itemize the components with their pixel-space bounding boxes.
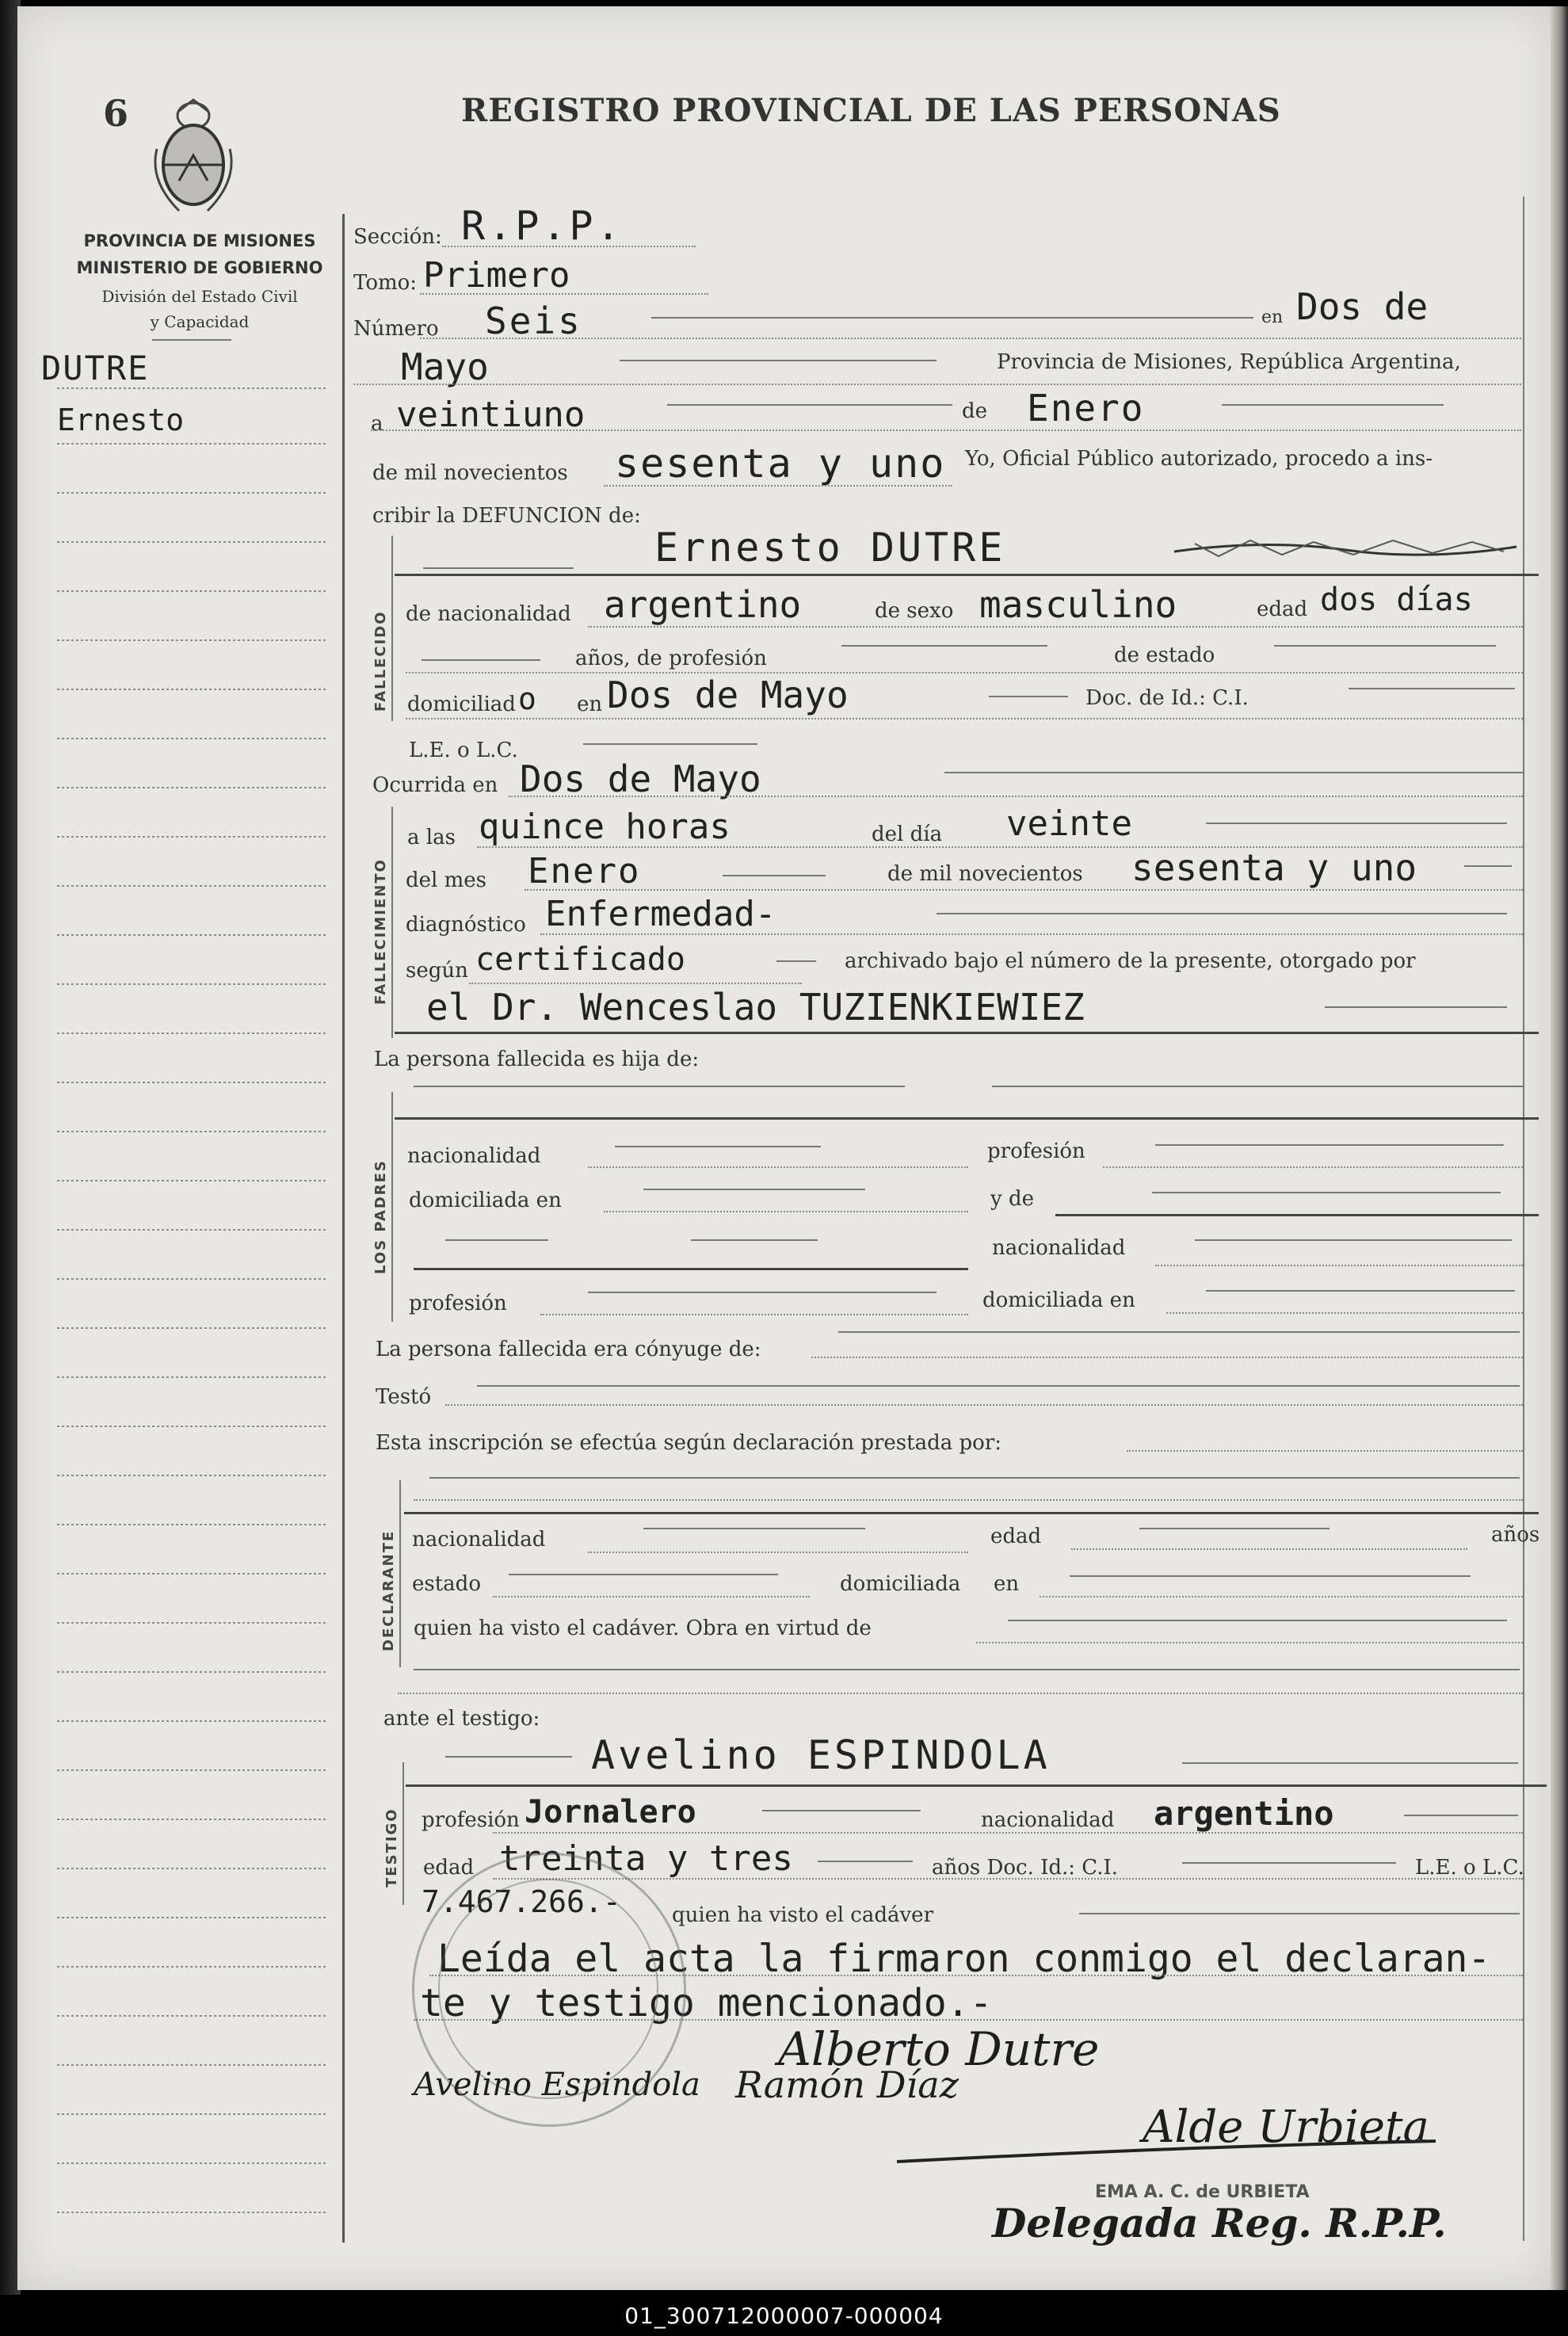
label-a-las: a las <box>407 826 456 849</box>
signature-extra: Ramón Díaz <box>735 2063 959 2106</box>
fill-line <box>525 889 1523 891</box>
fill-line <box>1206 823 1507 824</box>
value-lugar-2: Mayo <box>401 345 489 388</box>
value-testigo-edad: treinta y tres <box>499 1838 793 1879</box>
label-estado: de estado <box>1114 643 1215 667</box>
fill-line <box>395 574 1539 576</box>
fill-line <box>588 626 1523 628</box>
official-title-stamp: Delegada Reg. R.P.P. <box>992 2200 1447 2246</box>
closing-line-2: te y testigo mencionado.- <box>420 1981 993 2025</box>
label-provincia: Provincia de Misiones, República Argentina, <box>997 350 1461 374</box>
margin-surname: DUTRE <box>41 349 150 387</box>
fill-line <box>414 1268 968 1270</box>
value-ocurrida: Dos de Mayo <box>520 758 761 800</box>
fill-line <box>643 1189 865 1190</box>
fill-line <box>1155 1265 1523 1266</box>
value-numero: Seis <box>485 300 582 342</box>
fill-line <box>604 1211 968 1212</box>
label-ocurrida: Ocurrida en <box>372 773 498 797</box>
label-declarante-nacionalidad: nacionalidad <box>412 1528 546 1552</box>
label-madre-nacionalidad: nacionalidad <box>992 1236 1126 1260</box>
label-del-dia: del día <box>872 823 943 846</box>
fill-line <box>723 875 826 876</box>
fill-line <box>353 384 1521 385</box>
side-label-testigo: TESTIGO <box>383 1807 400 1888</box>
side-label-padres: LOS PADRES <box>372 1159 389 1274</box>
fill-line <box>1464 865 1512 867</box>
label-tomo: Tomo: <box>353 271 418 295</box>
header-capacity: y Capacidad <box>150 312 250 331</box>
value-domicilio: Dos de Mayo <box>607 674 849 716</box>
fill-line <box>937 913 1507 914</box>
fill-line <box>1274 645 1496 647</box>
label-numero: Número <box>353 317 439 341</box>
value-sexo: masculino <box>979 583 1177 626</box>
strikethrough-mark <box>1171 532 1520 564</box>
fill-line <box>406 1784 1547 1787</box>
fill-line <box>976 1642 1523 1643</box>
label-y-de: y de <box>990 1187 1034 1211</box>
fill-line <box>762 1810 921 1811</box>
value-anio-fallec: sesenta y uno <box>1131 846 1417 889</box>
fill-line <box>445 1756 572 1758</box>
fill-line <box>841 645 1047 647</box>
value-mes: Enero <box>1027 387 1145 429</box>
fill-line <box>588 1552 968 1553</box>
signature-flourish <box>889 2130 1444 2170</box>
block-border <box>391 807 393 1038</box>
label-declarante-en: en <box>994 1572 1020 1596</box>
value-diagnostico: Enfermedad- <box>545 894 776 934</box>
fill-line <box>691 1239 818 1241</box>
registry-page <box>17 6 1553 2290</box>
header-province: PROVINCIA DE MISIONES <box>83 231 316 250</box>
label-seccion: Sección: <box>353 225 442 249</box>
label-testigo-le-lc: L.E. o L.C. <box>1415 1856 1524 1880</box>
label-en: en <box>1261 307 1284 327</box>
label-anos-profesion: años, de profesión <box>575 647 767 670</box>
value-certificado: certificado <box>475 941 685 978</box>
fill-line <box>414 1086 905 1087</box>
label-padre-profesion-2: profesión <box>409 1292 507 1315</box>
fill-line <box>406 672 1523 674</box>
label-hija-de: La persona fallecida es hija de: <box>374 1048 700 1071</box>
side-label-fallecimiento: FALLECIMIENTO <box>372 858 389 1005</box>
fill-line <box>395 1117 1539 1120</box>
label-padre-nacionalidad: nacionalidad <box>407 1144 541 1168</box>
fill-line <box>1155 1144 1504 1146</box>
fill-line <box>395 1032 1539 1034</box>
fill-line <box>1349 688 1515 689</box>
image-identifier: 01_300712000007-000004 <box>624 2303 944 2329</box>
fill-line <box>1206 1290 1515 1292</box>
fill-line <box>1166 1312 1523 1314</box>
fill-line <box>414 1669 1520 1670</box>
label-diagnostico: diagnóstico <box>406 913 526 937</box>
fill-line <box>838 1331 1520 1333</box>
value-testigo-doc: 7.467.266.- <box>422 1884 621 1919</box>
label-madre-domiciliada: domiciliada en <box>982 1288 1135 1312</box>
fill-line <box>404 1512 1539 1514</box>
margin-ruled-lines <box>17 6 350 2288</box>
value-hora: quince horas <box>479 807 731 847</box>
fill-line <box>493 1596 810 1597</box>
fill-line <box>1040 1596 1523 1597</box>
column-divider <box>342 214 345 2242</box>
fill-line <box>540 933 1523 935</box>
fill-line <box>1222 404 1444 406</box>
fill-line <box>667 404 952 406</box>
fill-line <box>540 1314 968 1315</box>
label-doc-id: Doc. de Id.: C.I. <box>1085 686 1249 710</box>
label-del-mes: del mes <box>406 868 486 892</box>
label-archivado: archivado bajo el número de la presente, otorgado por <box>845 949 1416 973</box>
fill-line <box>818 1861 913 1862</box>
value-mes-fallec: Enero <box>528 851 641 891</box>
fill-line <box>493 1832 1523 1834</box>
fill-line <box>477 1385 1520 1387</box>
fill-line <box>422 659 540 661</box>
header-division: División del Estado Civil <box>101 287 298 306</box>
fill-line <box>442 246 696 247</box>
value-testigo-nacionalidad: argentino <box>1154 1794 1334 1833</box>
label-segun: según <box>406 959 468 983</box>
block-border <box>391 1092 393 1322</box>
label-le-lc: L.E. o L.C. <box>409 739 518 762</box>
signature-oficial: Alde Urbieta <box>1143 2101 1429 2153</box>
header-ministry: MINISTERIO DE GOBIERNO <box>76 258 323 277</box>
label-ante-testigo: ante el testigo: <box>383 1707 540 1731</box>
fill-line <box>420 338 1521 339</box>
label-cribir: cribir la DEFUNCION de: <box>372 504 641 528</box>
fill-line <box>406 718 1523 720</box>
fill-line <box>420 293 708 295</box>
fill-line <box>1152 1192 1501 1193</box>
value-seccion: R.P.P. <box>461 203 624 249</box>
page-edge <box>1551 6 1568 2290</box>
fill-line <box>604 485 952 487</box>
label-conyuge: La persona fallecida era cónyuge de: <box>376 1338 761 1361</box>
label-declarante-domiciliada: domiciliada <box>840 1572 961 1596</box>
signature-declarante: Alberto Dutre <box>778 2022 1100 2076</box>
fill-line <box>1139 1528 1330 1529</box>
fill-line <box>615 1146 821 1147</box>
label-de-mil-fallec: de mil novecientos <box>887 862 1083 886</box>
label-declarante-edad: edad <box>990 1525 1042 1548</box>
fill-line <box>414 1499 1523 1501</box>
fill-line <box>371 429 1521 431</box>
fill-line <box>1182 1762 1518 1764</box>
fill-line <box>1103 1166 1523 1168</box>
value-domiciliado-suffix: o <box>518 681 536 716</box>
fill-line <box>1182 1862 1396 1864</box>
fill-line <box>992 1086 1523 1087</box>
right-border <box>1523 197 1524 2241</box>
fill-line <box>643 1528 865 1529</box>
value-medico: el Dr. Wenceslao TUZIENKIEWIEZ <box>426 986 1085 1029</box>
fill-line <box>651 317 1253 319</box>
margin-given-name: Ernesto <box>57 403 185 437</box>
value-dia-fallec: veinte <box>1006 803 1132 844</box>
fill-line <box>1127 1450 1523 1452</box>
value-dia: veintiuno <box>396 395 586 435</box>
fill-line <box>1195 1239 1512 1241</box>
fill-line <box>1055 1214 1539 1216</box>
label-quien-visto-cadaver: quien ha visto el cadáver <box>672 1903 934 1927</box>
label-inscripcion: Esta inscripción se efectúa según declaración prestada por: <box>376 1431 1001 1455</box>
fill-line <box>776 960 816 962</box>
label-yo-oficial: Yo, Oficial Público autorizado, procedo a ins- <box>965 447 1433 471</box>
page-number: 6 <box>103 92 129 135</box>
fill-line <box>944 772 1523 773</box>
side-label-declarante: DECLARANTE <box>380 1529 397 1651</box>
fill-line <box>588 1166 968 1168</box>
label-en-dom: en <box>577 693 603 716</box>
fill-line <box>1008 1620 1507 1621</box>
fill-line <box>509 1574 778 1575</box>
label-a: a <box>371 412 383 436</box>
label-de: de <box>962 399 988 423</box>
label-testigo-edad: edad <box>423 1856 475 1880</box>
label-testo: Testó <box>376 1385 432 1409</box>
official-name-stamp: EMA A. C. de URBIETA <box>1095 2182 1310 2202</box>
value-nacionalidad: argentino <box>604 583 802 626</box>
value-lugar: Dos de <box>1296 285 1429 328</box>
label-padre-domiciliada: domiciliada en <box>409 1189 562 1212</box>
fill-line <box>493 1878 1523 1880</box>
label-de-mil: de mil novecientos <box>372 461 568 485</box>
label-testigo-profesion: profesión <box>422 1808 520 1832</box>
fill-line <box>588 1292 937 1293</box>
side-label-fallecido: FALLECIDO <box>372 610 389 712</box>
value-edad: dos días <box>1320 582 1473 618</box>
fill-line <box>398 1693 1523 1694</box>
label-testigo-doc: años Doc. Id.: C.I. <box>932 1856 1119 1880</box>
fill-line <box>509 796 1523 797</box>
label-edad: edad <box>1257 597 1308 621</box>
fill-line <box>423 567 574 569</box>
fill-line <box>583 743 757 745</box>
label-declarante-estado: estado <box>412 1572 481 1596</box>
value-tomo: Primero <box>423 255 570 296</box>
label-nacionalidad: de nacionalidad <box>406 602 571 626</box>
registry-title: REGISTRO PROVINCIAL DE LAS PERSONAS <box>461 92 1281 129</box>
block-border <box>399 1480 401 1667</box>
fill-line <box>1079 1913 1520 1914</box>
fill-line <box>445 1239 548 1241</box>
block-border <box>402 1762 404 1905</box>
label-testigo-nacionalidad: nacionalidad <box>981 1808 1115 1832</box>
label-padre-profesion: profesión <box>987 1139 1085 1163</box>
fill-line <box>469 983 802 984</box>
fill-line <box>1071 1548 1467 1550</box>
value-testigo-nombre: Avelino ESPINDOLA <box>591 1732 1051 1778</box>
label-declarante-anos: años <box>1491 1523 1540 1547</box>
fill-line <box>1070 1575 1471 1577</box>
signature-testigo: Avelino Espindola <box>414 2067 700 2103</box>
label-sexo: de sexo <box>875 599 954 623</box>
label-quien-visto: quien ha visto el cadáver. Obra en virtud de <box>414 1616 872 1640</box>
fill-line <box>989 696 1068 697</box>
value-nombre: Ernesto DUTRE <box>654 525 1006 571</box>
fill-line <box>1404 1815 1518 1816</box>
value-testigo-profesion: Jornalero <box>525 1794 696 1830</box>
fill-line <box>445 1404 1523 1406</box>
fill-line <box>620 360 937 361</box>
fill-line <box>811 1357 1523 1358</box>
value-anio: sesenta y uno <box>615 441 946 487</box>
label-domiciliado: domiciliad <box>407 693 516 716</box>
fill-line <box>1325 1006 1507 1008</box>
fill-line <box>429 1477 1520 1479</box>
closing-line-1: Leída el acta la firmaron conmigo el declaran- <box>437 1937 1491 1981</box>
block-border <box>391 536 393 721</box>
